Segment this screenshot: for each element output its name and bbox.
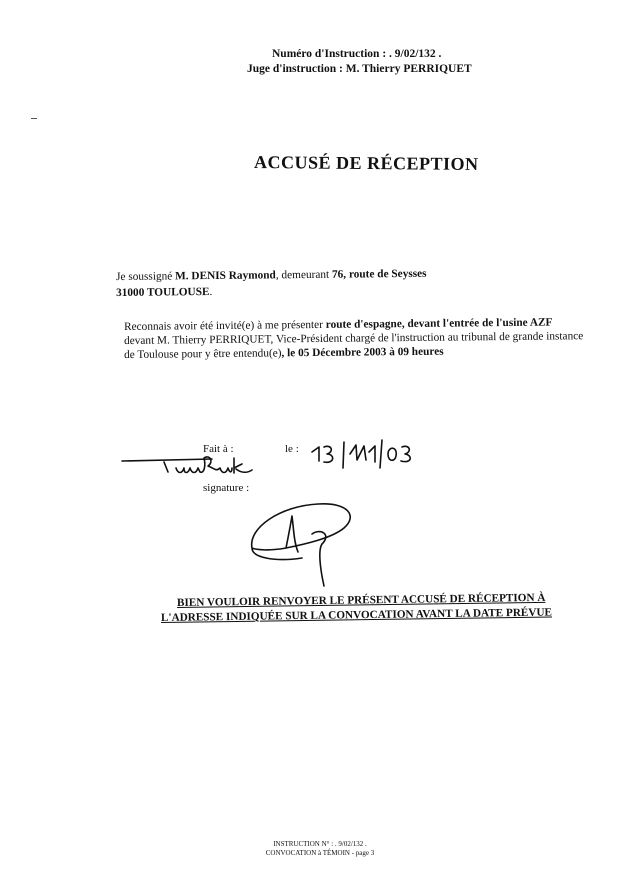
footer-instruction: INSTRUCTION N° : . 9/02/132 . [273,840,367,848]
handwritten-place-stroke [122,459,212,461]
handwritten-date [308,436,418,476]
witness-address-intro: , demeurant [275,268,330,282]
handwritten-date-digits [312,440,410,468]
handwritten-place-text [170,456,174,457]
witness-name: M. DENIS Raymond [175,269,276,283]
date-label: le : [285,443,299,455]
instruction-label: Numéro d'Instruction : [272,48,387,60]
witness-line-1 [116,267,427,284]
margin-mark [31,118,37,119]
summons-judge: devant M. Thierry PERRIQUET, Vice-Président chargé de l'instruction au tribunal de grande instance [124,330,584,347]
witness-street: 76, route de Seysses [331,267,427,281]
signature-scribble [246,498,376,608]
handwritten-date-text [330,452,334,453]
witness-city-suffix: . [209,285,213,299]
signature-label: signature : [203,482,250,494]
return-notice-line-2: L'ADRESSE INDIQUÉE SUR LA CONVOCATION AVANT LA DATE PRÉVUE [160,606,553,624]
judge-line [247,63,472,75]
signature-loop [252,504,351,560]
witness-city: 31000 TOULOUSE [116,286,210,299]
return-notice-line-1: BIEN VOULOIR RENVOYER LE PRÉSENT ACCUSÉ DE RÉCEPTION À [176,591,546,609]
summons-date: , le 05 Décembre 2003 à 09 heures [281,345,444,360]
page-footer [240,840,400,858]
witness-intro: Je soussigné [116,270,173,283]
handwritten-place [120,448,260,488]
footer-page-ref: CONVOCATION à TÉMOIN - page 3 [265,849,375,857]
instruction-number: . 9/02/132 . [389,48,442,60]
instruction-number-line [272,48,441,60]
witness-line-2 [116,285,212,300]
place-label: Fait à : [203,443,234,455]
judge-name: M. Thierry PERRIQUET [345,63,472,75]
summons-place: route d'espagne, devant l'entrée de l'usine AZF [325,316,553,331]
summons-court-city: de Toulouse pour y être entendu(e) [124,347,282,361]
summons-prefix: Reconnais avoir été invité(e) à me présenter [124,318,323,333]
summons-line-3 [124,345,444,362]
page-title: ACCUSÉ DE RÉCEPTION [253,152,479,174]
judge-label: Juge d'instruction : [247,63,343,75]
